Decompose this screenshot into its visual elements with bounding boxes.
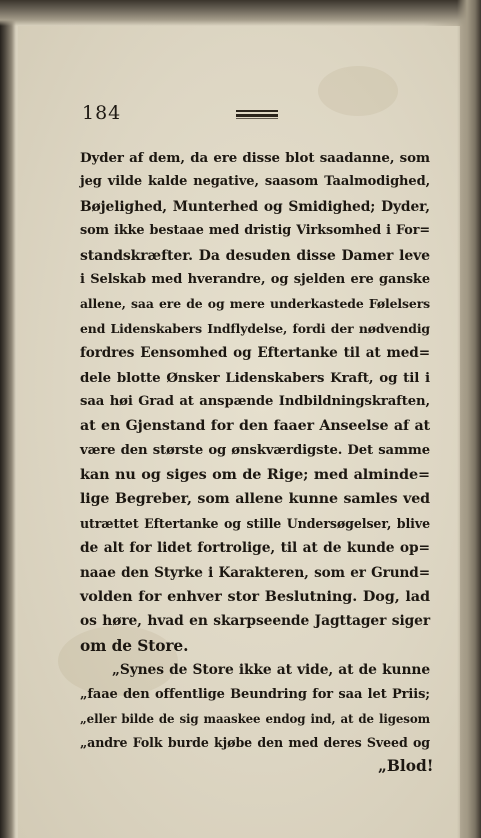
text-line: de alt for lidet fortrolige, til at de kunde op=	[80, 540, 430, 557]
text-line: som ikke bestaae med dristig Virksomhed i For=	[80, 223, 430, 239]
text-line: kan nu og siges om de Rige; med alminde=	[80, 466, 430, 484]
quote-line: „andre Folk burde kjøbe den med deres Sveed og	[80, 735, 430, 751]
paper-stain	[318, 66, 398, 116]
text-line: jeg vilde kalde negative, saasom Taalmodighed,	[80, 174, 430, 190]
text-line: os høre, hvad en skarpseende Jagttager siger	[80, 613, 430, 630]
page-number: 184	[82, 102, 122, 124]
text-line: Bøjelighed, Munterhed og Smidighed; Dyder,	[80, 198, 430, 215]
text-line: end Lidenskabers Indflydelse, fordi der nødvendig	[80, 320, 430, 336]
text-line: Dyder af dem, da ere disse blot saadanne, som	[80, 150, 430, 166]
text-line: naae den Styrke i Karakteren, som er Grund=	[80, 564, 430, 581]
text-line: være den største og ønskværdigste. Det samme	[80, 442, 430, 458]
text-line: fordres Eensomhed og Eftertanke til at med=	[80, 345, 430, 362]
book-fore-edge	[457, 0, 481, 838]
quote-line: „faae den offentlige Beundring for saa let Priis;	[80, 686, 430, 702]
body-text	[80, 146, 430, 756]
quote-line: „Synes de Store ikke at vide, at de kunne	[112, 662, 430, 679]
text-line: dele blotte Ønsker Lidenskabers Kraft, og til i	[80, 369, 430, 386]
text-line: om de Store.	[80, 636, 189, 655]
text-line: i Selskab med hverandre, og sjelden ere ganske	[80, 271, 430, 287]
book-gutter	[0, 0, 16, 838]
book-top-edge	[0, 0, 481, 26]
text-line: lige Begreber, som allene kunne samles ved	[80, 491, 430, 508]
text-line: volden for enhver stor Beslutning. Dog, lad	[80, 588, 430, 606]
text-line: standskræfter. Da desuden disse Damer leve	[80, 247, 430, 264]
header-ornament-rule	[236, 110, 278, 119]
quote-line: „eller bilde de sig maaskee endog ind, at de ligesom	[80, 711, 430, 726]
text-line: utrættet Eftertanke og stille Undersøgelser, blive	[80, 515, 430, 531]
catchword: „Blod!	[378, 757, 434, 775]
text-line: allene, saa ere de og mere underkastede Følelsers	[80, 296, 430, 312]
text-line: at en Gjenstand for den faaer Anseelse af at	[80, 418, 430, 435]
text-line: saa høi Grad at anspænde Indbildningskraften,	[80, 393, 430, 409]
